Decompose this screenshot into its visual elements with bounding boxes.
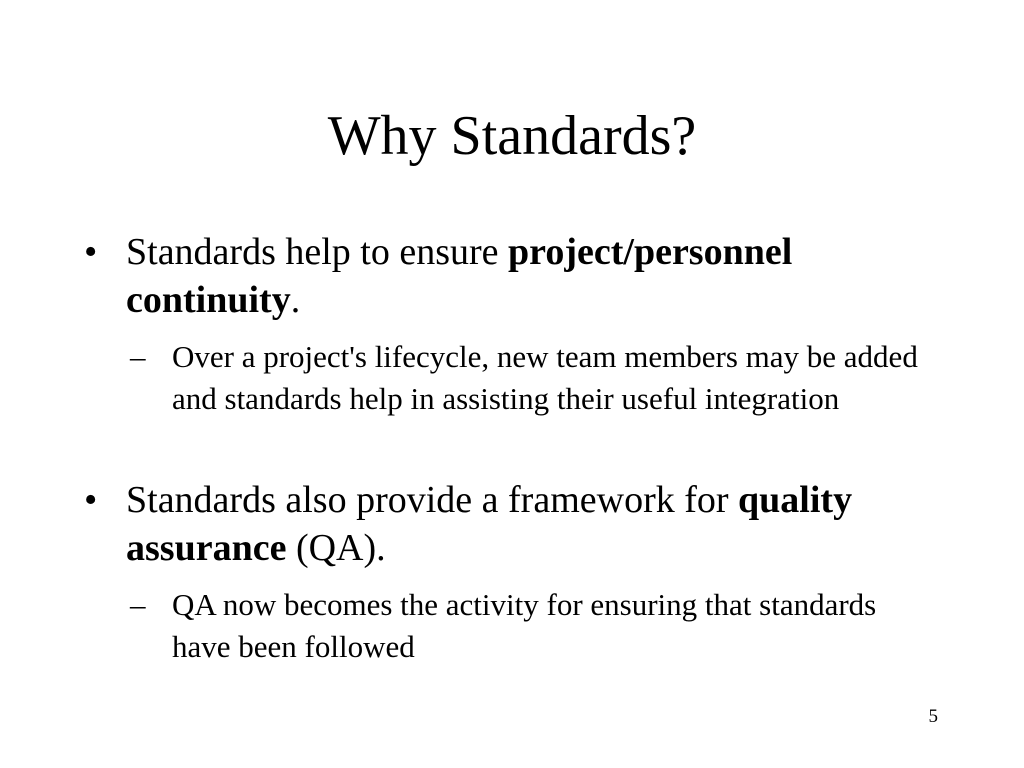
slide-title: Why Standards? [327, 105, 697, 167]
bullet-text-end: (QA). [286, 527, 386, 569]
bullet-marker: • [84, 231, 98, 273]
sub-bullet-text: Over a project's lifecycle, new team members may be added and standards help in assisting their useful integration [172, 339, 918, 416]
bullet-text-bold: quality assurance [126, 479, 853, 569]
bullet-text-bold: project/personnel continuity [126, 231, 793, 321]
bullet-marker: • [84, 479, 98, 521]
bullet-text [126, 476, 966, 572]
sub-bullet-text: QA now becomes the activity for ensuring that standards have been followed [172, 587, 877, 664]
bullet-text-end: . [290, 279, 301, 321]
page-number: 5 [928, 706, 938, 727]
bullet-text [126, 228, 966, 324]
sub-bullet-marker: – [130, 339, 146, 374]
bullet-text-plain: Standards also provide a framework for [126, 479, 739, 521]
sub-bullet-marker: – [130, 587, 146, 622]
bullet-text-plain: Standards help to ensure [126, 231, 509, 273]
